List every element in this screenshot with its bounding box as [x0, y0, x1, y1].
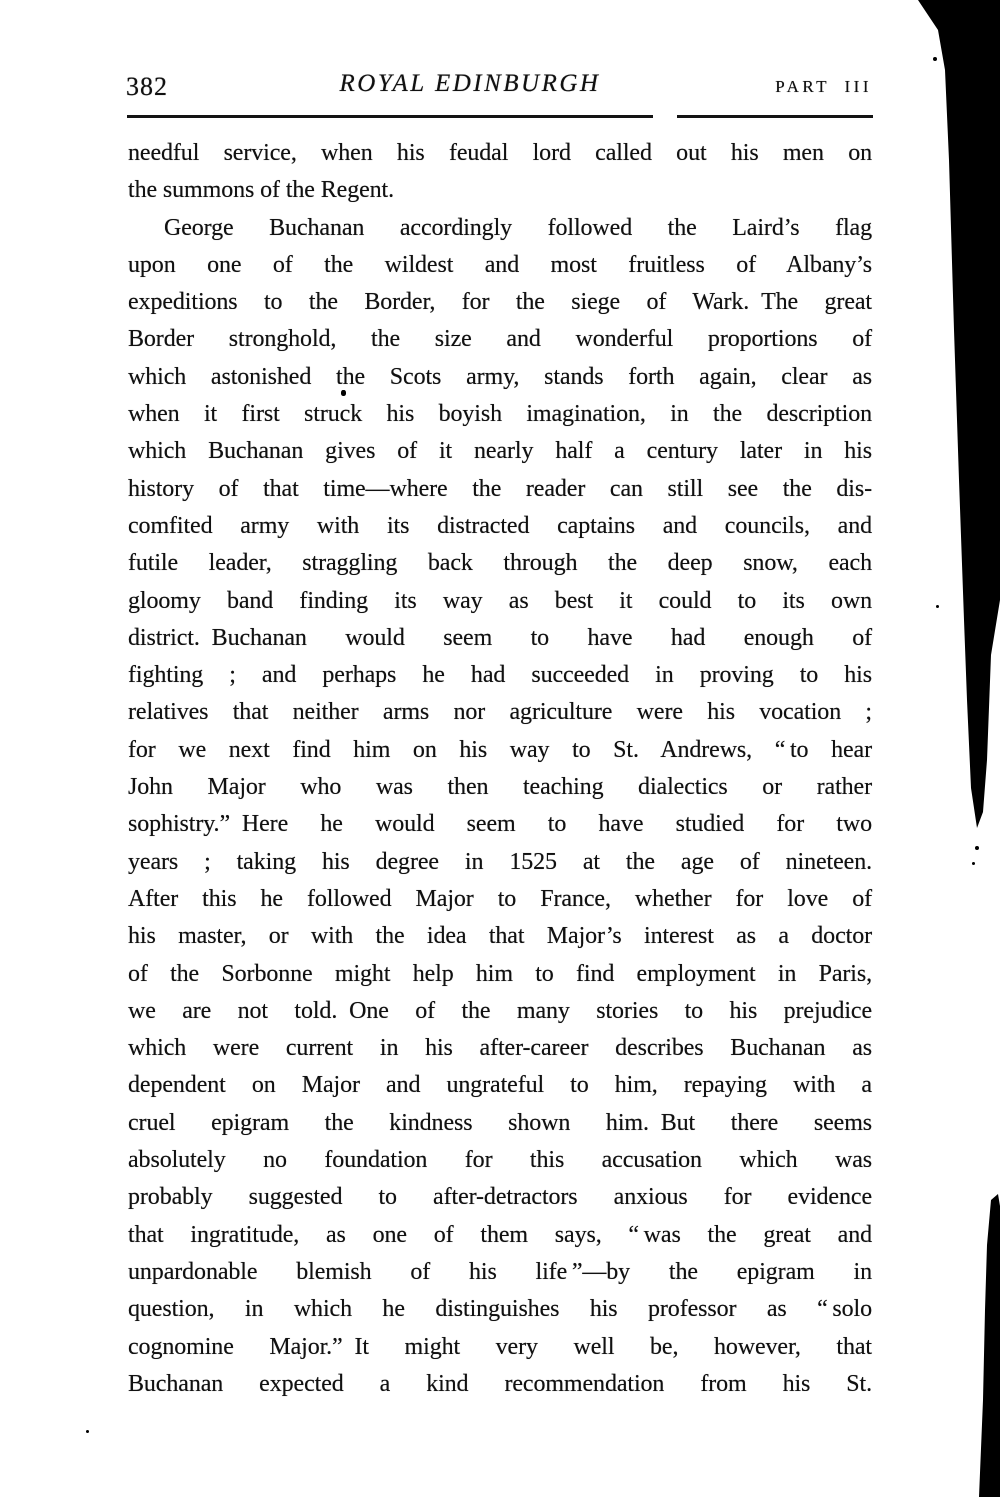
text-line: question, in which he distinguishes his professor as “ solo: [128, 1296, 872, 1323]
text-line: for we next find him on his way to St. Andrews, “ to hear: [128, 736, 872, 763]
scan-speck: [936, 605, 939, 608]
text-line: when it first struck his boyish imagination, in the description: [128, 401, 872, 428]
text-line: upon one of the wildest and most fruitless of Albany’s: [128, 251, 872, 278]
header-rule-left: [127, 115, 653, 118]
text-line: John Major who was then teaching dialectics or rather: [128, 774, 872, 801]
text-line: Buchanan expected a kind recommendation from his St.: [128, 1370, 872, 1397]
text-line: needful service, when his feudal lord called out his men on: [128, 140, 872, 166]
text-line: comfited army with its distracted captains and councils, and: [128, 512, 872, 539]
text-line: expeditions to the Border, for the siege of Wark. The great: [128, 289, 872, 316]
text-line: futile leader, straggling back through the deep snow, each: [128, 550, 872, 577]
text-line: which astonished the Scots army, stands forth again, clear as: [128, 363, 872, 390]
body-text: [128, 135, 872, 1403]
text-line: sophistry.” Here he would seem to have studied for two: [128, 811, 872, 838]
scan-speck: [972, 862, 975, 865]
text-line: Border stronghold, the size and wonderful proportions of: [128, 326, 872, 353]
text-line: relatives that neither arms nor agriculture were his vocation ;: [128, 699, 872, 726]
text-line: of the Sorbonne might help him to find employment in Paris,: [128, 960, 872, 987]
text-line-paragraph-start: George Buchanan accordingly followed the Laird’s flag: [164, 214, 872, 241]
text-line: that ingratitude, as one of them says, “ was the great and: [128, 1221, 872, 1248]
scan-speck: [975, 846, 979, 850]
text-line: which were current in his after-career describes Buchanan as: [128, 1035, 872, 1062]
part-label: PART III: [775, 77, 872, 96]
text-line: years ; taking his degree in 1525 at the age of nineteen.: [128, 848, 872, 875]
text-line: district. Buchanan would seem to have had enough of: [128, 624, 872, 651]
text-line: cruel epigram the kindness shown him. But there seems: [128, 1109, 872, 1136]
text-line: probably suggested to after-detractors anxious for evidence: [128, 1184, 872, 1211]
text-line: which Buchanan gives of it nearly half a century later in his: [128, 438, 872, 465]
scan-speck: [86, 1430, 89, 1433]
text-line: we are not told. One of the many stories to his prejudice: [128, 997, 872, 1024]
text-line: After this he followed Major to France, whether for love of: [128, 885, 872, 912]
text-line: his master, or with the idea that Major’s interest as a doctor: [128, 923, 872, 950]
text-line: unpardonable blemish of his life ”—by the epigram in: [128, 1258, 872, 1285]
page-number: 382: [126, 72, 168, 101]
text-line: fighting ; and perhaps he had succeeded in proving to his: [128, 662, 872, 689]
text-line: history of that time—where the reader can still see the dis-: [128, 475, 872, 502]
header-rule-right: [677, 115, 873, 118]
scan-speck: [933, 57, 937, 61]
running-title: ROYAL EDINBURGH: [339, 70, 601, 97]
text-line: dependent on Major and ungrateful to him, repaying with a: [128, 1072, 872, 1099]
scan-speck: [341, 390, 346, 396]
text-line: cognomine Major.” It might very well be, however, that: [128, 1333, 872, 1360]
text-line: the summons of the Regent.: [128, 177, 395, 204]
text-line: gloomy band finding its way as best it could to its own: [128, 587, 872, 614]
text-line: absolutely no foundation for this accusation which was: [128, 1147, 872, 1174]
